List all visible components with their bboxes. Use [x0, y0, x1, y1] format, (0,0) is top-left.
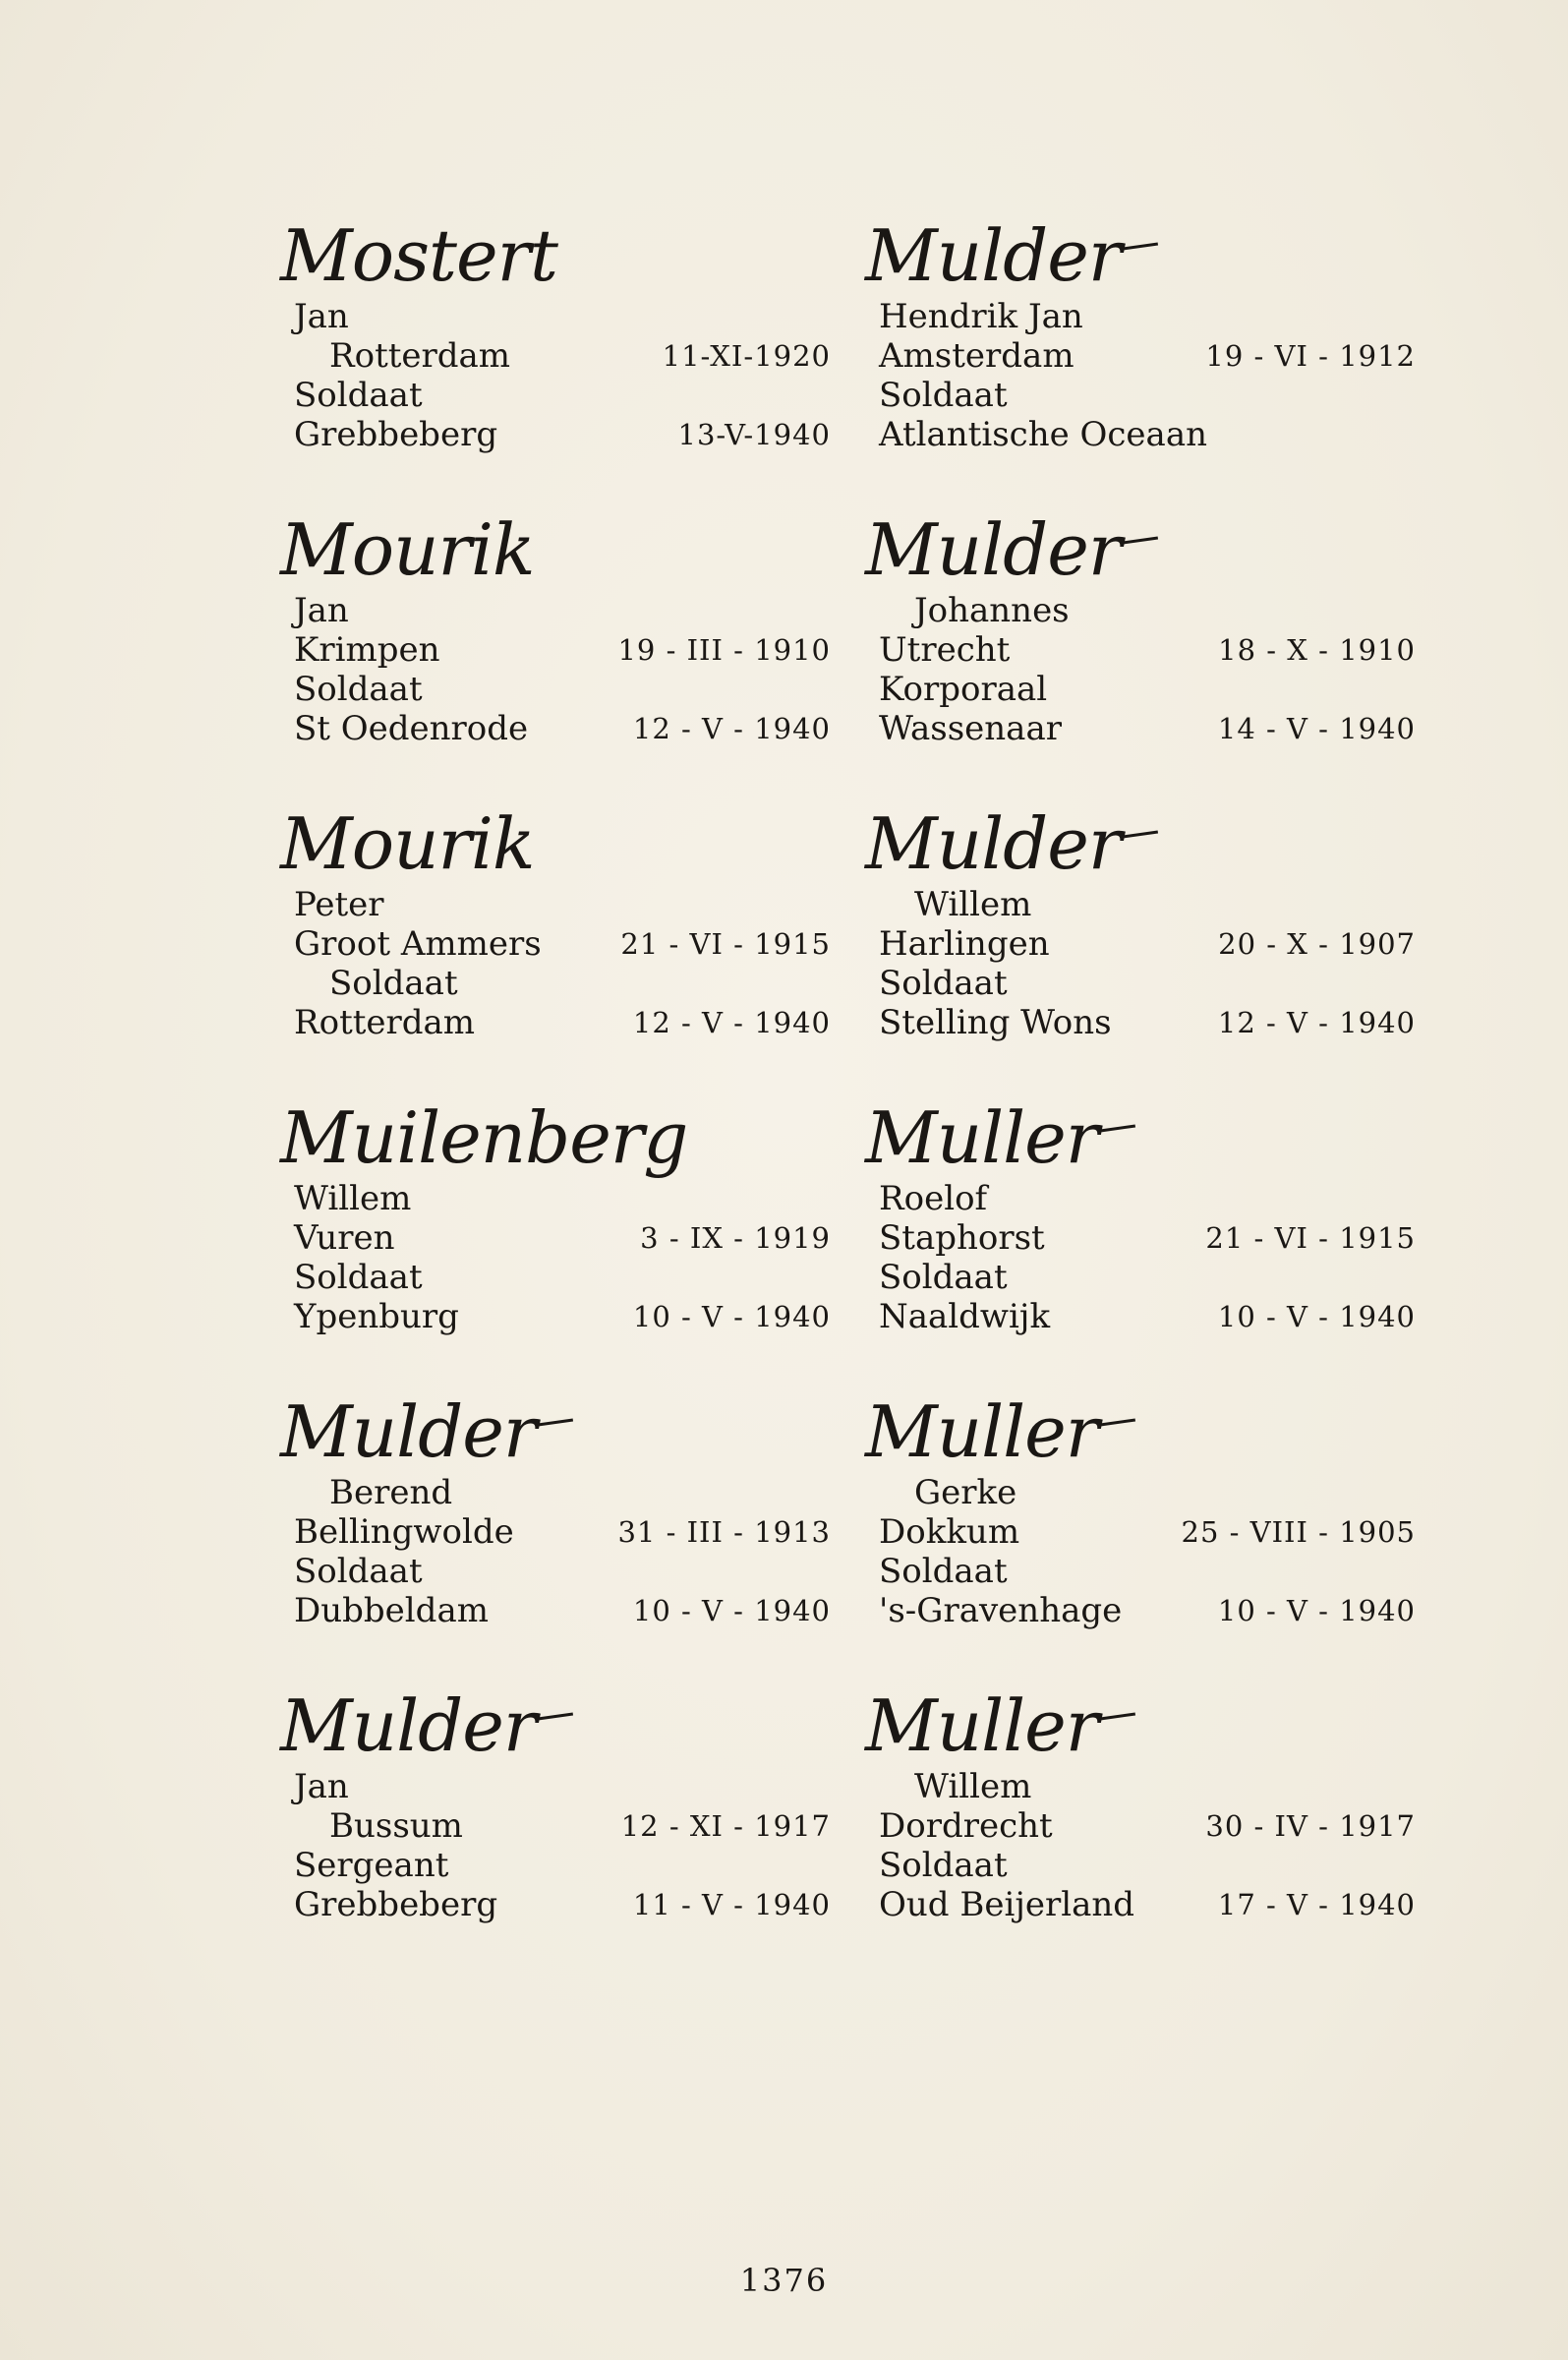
surname: Muller: [865, 1657, 1416, 1767]
death-line: [280, 1003, 831, 1042]
birthdate: 25 - VIII - 1905: [1181, 1515, 1416, 1549]
given-name: Roelof: [879, 1179, 988, 1218]
rank: Soldaat: [879, 964, 1008, 1003]
birthdate: 18 - X - 1910: [1218, 633, 1416, 667]
birth-line: [865, 924, 1416, 964]
flourish-icon: [538, 1713, 573, 1721]
birth-line: [865, 336, 1416, 376]
rank: Soldaat: [879, 1846, 1008, 1885]
birthdate: 30 - IV - 1917: [1205, 1809, 1416, 1843]
birthplace: Dokkum: [879, 1512, 1020, 1552]
birthplace: Bellingwolde: [294, 1512, 514, 1552]
deathplace: Oud Beijerland: [879, 1885, 1135, 1924]
death-line: [865, 1591, 1416, 1630]
death-line: [280, 415, 831, 454]
death-line: [865, 1297, 1416, 1336]
rank: Soldaat: [879, 1258, 1008, 1297]
deathplace: Atlantische Oceaan: [879, 415, 1207, 454]
entry: [280, 1069, 831, 1363]
birthdate: 3 - IX - 1919: [640, 1221, 831, 1255]
surname: Muller: [865, 1069, 1416, 1179]
given-name: Berend: [329, 1473, 453, 1512]
flourish-icon: [1100, 1125, 1135, 1133]
birthplace: Krimpen: [294, 630, 440, 670]
birthdate: 19 - III - 1910: [617, 633, 831, 667]
given-name: Jan: [294, 591, 349, 630]
surname: Mourik: [280, 802, 535, 885]
birthplace: Vuren: [294, 1218, 395, 1258]
deathdate: 17 - V - 1940: [1217, 1888, 1416, 1921]
death-line: [865, 709, 1416, 748]
deathplace: Naaldwijk: [879, 1297, 1051, 1336]
deathplace: Stelling Wons: [879, 1003, 1112, 1042]
given-name: Gerke: [914, 1473, 1017, 1512]
birthdate: 20 - X - 1907: [1218, 927, 1416, 961]
death-line: [865, 415, 1416, 454]
flourish-icon: [1123, 831, 1158, 839]
deathplace: Ypenburg: [294, 1297, 459, 1336]
given-name: Willem: [914, 1767, 1032, 1806]
birth-line: [280, 336, 831, 376]
birth-line: [865, 1512, 1416, 1552]
birth-line: [280, 1218, 831, 1258]
surname: Mourik: [280, 508, 535, 591]
birthdate: 21 - VI - 1915: [620, 927, 831, 961]
rank: Soldaat: [329, 964, 458, 1003]
entry: [865, 1657, 1416, 1951]
deathdate: 10 - V - 1940: [632, 1594, 831, 1627]
flourish-icon: [1100, 1713, 1135, 1721]
birthplace: Utrecht: [879, 630, 1011, 670]
deathdate: 12 - V - 1940: [1217, 1006, 1416, 1039]
deathplace: Dubbeldam: [294, 1591, 489, 1630]
entry: [865, 187, 1416, 481]
birthplace: Harlingen: [879, 924, 1050, 964]
given-name: Jan: [294, 1767, 349, 1806]
left-column: [280, 187, 831, 1951]
deathdate: 10 - V - 1940: [1217, 1300, 1416, 1333]
surname: Mulder: [865, 187, 1416, 297]
flourish-icon: [1100, 1419, 1135, 1427]
surname: Mostert: [280, 214, 557, 297]
entry: [280, 481, 831, 775]
flourish-icon: [1123, 537, 1158, 545]
given-name: Willem: [914, 885, 1032, 924]
birthplace: Amsterdam: [879, 336, 1074, 376]
deathplace: Grebbeberg: [294, 415, 498, 454]
death-line: [280, 1297, 831, 1336]
given-name: Willem: [294, 1179, 412, 1218]
flourish-icon: [538, 1419, 573, 1427]
birthplace: Groot Ammers: [294, 924, 542, 964]
birth-line: [280, 924, 831, 964]
entry: [280, 1657, 831, 1951]
death-line: [280, 1591, 831, 1630]
birthplace: Staphorst: [879, 1218, 1045, 1258]
deathdate: 14 - V - 1940: [1217, 712, 1416, 745]
rank: Soldaat: [294, 376, 423, 415]
rank: Soldaat: [879, 376, 1008, 415]
deathdate: 11 - V - 1940: [632, 1888, 831, 1921]
deathdate: 10 - V - 1940: [1217, 1594, 1416, 1627]
surname: Mulder: [865, 481, 1416, 591]
birth-line: [280, 1512, 831, 1552]
birthdate: 12 - XI - 1917: [620, 1809, 831, 1843]
rank: Soldaat: [879, 1552, 1008, 1591]
given-name: Peter: [294, 885, 384, 924]
deathdate: 12 - V - 1940: [632, 712, 831, 745]
rank: Sergeant: [294, 1846, 449, 1885]
entry: [280, 775, 831, 1069]
birthdate: 31 - III - 1913: [617, 1515, 831, 1549]
entry: [280, 187, 831, 481]
birth-line: [865, 1806, 1416, 1846]
deathplace: Wassenaar: [879, 709, 1062, 748]
surname: Mulder: [280, 1363, 831, 1473]
rank: Soldaat: [294, 1258, 423, 1297]
entry: [865, 1363, 1416, 1657]
deathdate: 10 - V - 1940: [632, 1300, 831, 1333]
entry: [865, 775, 1416, 1069]
death-line: [865, 1885, 1416, 1924]
entry: [280, 1363, 831, 1657]
surname: Muilenberg: [280, 1096, 688, 1179]
death-line: [865, 1003, 1416, 1042]
birth-line: [280, 630, 831, 670]
surname: Mulder: [280, 1657, 831, 1767]
given-name: Hendrik Jan: [879, 297, 1083, 336]
deathplace: Grebbeberg: [294, 1885, 498, 1924]
surname: Muller: [865, 1363, 1416, 1473]
rank: Korporaal: [879, 670, 1048, 709]
birthdate: 11-XI-1920: [662, 339, 831, 373]
deathdate: 13-V-1940: [677, 418, 831, 451]
birth-line: [865, 630, 1416, 670]
entry: [865, 481, 1416, 775]
deathplace: Rotterdam: [294, 1003, 476, 1042]
rank: Soldaat: [294, 1552, 423, 1591]
deathdate: 12 - V - 1940: [632, 1006, 831, 1039]
birth-line: [280, 1806, 831, 1846]
given-name: Jan: [294, 297, 349, 336]
birth-line: [865, 1218, 1416, 1258]
death-line: [280, 1885, 831, 1924]
entry: [865, 1069, 1416, 1363]
right-column: [865, 187, 1416, 1951]
given-name: Johannes: [914, 591, 1070, 630]
surname: Mulder: [865, 775, 1416, 885]
deathplace: St Oedenrode: [294, 709, 529, 748]
birthdate: 21 - VI - 1915: [1205, 1221, 1416, 1255]
page-number: 1376: [739, 2262, 829, 2299]
birthplace: Rotterdam: [329, 336, 511, 376]
birthplace: Dordrecht: [879, 1806, 1053, 1846]
rank: Soldaat: [294, 670, 423, 709]
death-line: [280, 709, 831, 748]
deathplace: 's-Gravenhage: [879, 1591, 1123, 1630]
flourish-icon: [1123, 243, 1158, 251]
birthplace: Bussum: [329, 1806, 463, 1846]
birthdate: 19 - VI - 1912: [1205, 339, 1416, 373]
